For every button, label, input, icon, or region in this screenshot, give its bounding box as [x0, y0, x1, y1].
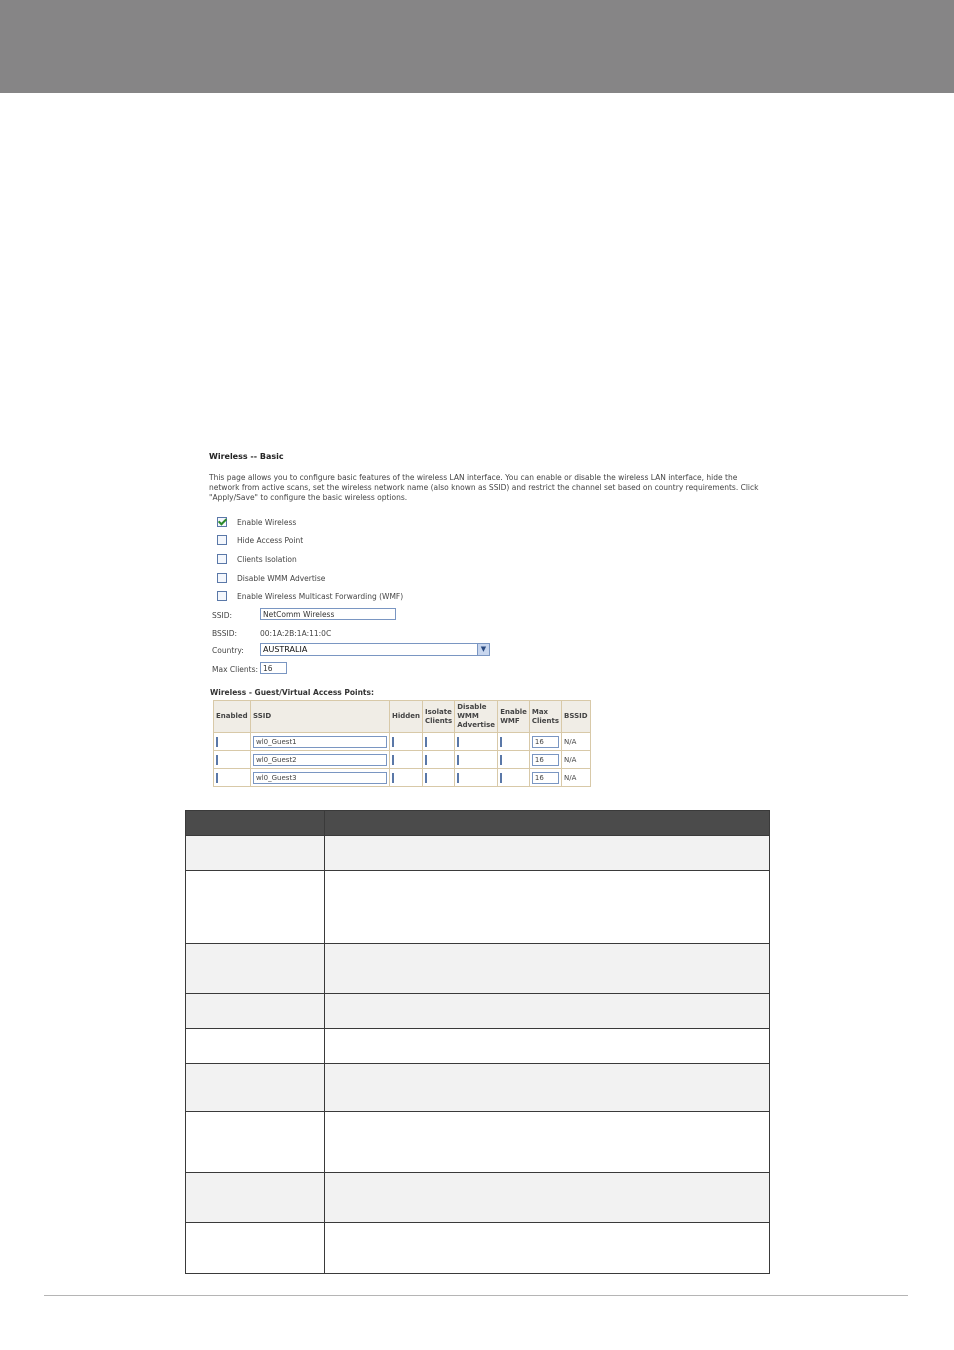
- guest-isolate-checkbox[interactable]: [425, 773, 427, 783]
- col-hidden: Hidden: [390, 701, 423, 733]
- guest-hidden-checkbox[interactable]: [392, 755, 394, 765]
- guest-enabled-checkbox[interactable]: [216, 755, 218, 765]
- guest-wmf-checkbox[interactable]: [500, 773, 502, 783]
- col-isolate: Isolate Clients: [423, 701, 455, 733]
- ssid-input[interactable]: NetComm Wireless: [260, 608, 396, 620]
- guest-wmm-checkbox[interactable]: [457, 737, 459, 747]
- guest-wmm-checkbox[interactable]: [457, 755, 459, 765]
- clients-isolation-checkbox[interactable]: [217, 554, 227, 564]
- guest-enabled-checkbox[interactable]: [216, 773, 218, 783]
- guest-wmf-checkbox[interactable]: [500, 737, 502, 747]
- guest-max-input[interactable]: 16: [532, 736, 559, 748]
- table-row: [186, 871, 770, 944]
- option-enable-wmf[interactable]: Enable Wireless Multicast Forwarding (WMF): [217, 590, 403, 602]
- guest-bssid: N/A: [562, 751, 591, 769]
- country-select[interactable]: AUSTRALIA ▼: [260, 643, 490, 656]
- col-bssid: BSSID: [562, 701, 591, 733]
- guest-ssid-input[interactable]: wl0_Guest3: [253, 772, 387, 784]
- bssid-value: 00:1A:2B:1A:11:0C: [260, 629, 332, 638]
- option-disable-wmm[interactable]: Disable WMM Advertise: [217, 572, 325, 584]
- guest-bssid: N/A: [562, 769, 591, 787]
- col-enable-wmf: Enable WMF: [498, 701, 530, 733]
- table-row: [186, 994, 770, 1029]
- top-banner: [0, 0, 954, 93]
- guest-bssid: N/A: [562, 733, 591, 751]
- chevron-down-icon[interactable]: ▼: [477, 644, 489, 655]
- footer-divider: [44, 1295, 908, 1296]
- description-table: [185, 810, 770, 1274]
- ssid-label: SSID:: [212, 611, 233, 620]
- disable-wmm-checkbox[interactable]: [217, 573, 227, 583]
- guest-section-title: Wireless - Guest/Virtual Access Points:: [210, 688, 374, 697]
- option-clients-isolation[interactable]: Clients Isolation: [217, 553, 297, 565]
- guest-max-input[interactable]: 16: [532, 754, 559, 766]
- table-row: [214, 769, 591, 787]
- bssid-label: BSSID:: [212, 629, 238, 638]
- table-row: [186, 1112, 770, 1173]
- col-max-clients: Max Clients: [529, 701, 561, 733]
- table-row: [186, 1064, 770, 1112]
- guest-isolate-checkbox[interactable]: [425, 737, 427, 747]
- guest-enabled-checkbox[interactable]: [216, 737, 218, 747]
- intro-text: This page allows you to configure basic features of the wireless LAN interface. You can enable or disable the wireless LAN interface, hide the network from active scans, set the wireless network name (also known as SSID) and restrict the channel set based on country requirements. Click "Apply/Save" to configure the basic wireless options.: [209, 473, 759, 502]
- guest-hidden-checkbox[interactable]: [392, 773, 394, 783]
- hide-access-point-checkbox[interactable]: [217, 535, 227, 545]
- page-title: Wireless -- Basic: [209, 452, 284, 461]
- option-hide-access-point[interactable]: Hide Access Point: [217, 534, 303, 546]
- table-row: [186, 1029, 770, 1064]
- col-enabled: Enabled: [214, 701, 251, 733]
- country-label: Country:: [212, 646, 244, 655]
- guest-isolate-checkbox[interactable]: [425, 755, 427, 765]
- max-clients-label: Max Clients:: [212, 665, 259, 674]
- guest-wmm-checkbox[interactable]: [457, 773, 459, 783]
- guest-ssid-input[interactable]: wl0_Guest1: [253, 736, 387, 748]
- option-enable-wireless[interactable]: Enable Wireless: [217, 516, 296, 528]
- max-clients-input[interactable]: 16: [260, 662, 287, 674]
- description-header-row: [186, 811, 770, 836]
- guest-max-input[interactable]: 16: [532, 772, 559, 784]
- table-row: [186, 1223, 770, 1274]
- table-row: [214, 733, 591, 751]
- enable-wmf-checkbox[interactable]: [217, 591, 227, 601]
- col-ssid: SSID: [251, 701, 390, 733]
- guest-ssid-input[interactable]: wl0_Guest2: [253, 754, 387, 766]
- guest-wmf-checkbox[interactable]: [500, 755, 502, 765]
- guest-hidden-checkbox[interactable]: [392, 737, 394, 747]
- col-disable-wmm: Disable WMM Advertise: [455, 701, 498, 733]
- table-row: [214, 751, 591, 769]
- enable-wireless-checkbox[interactable]: [217, 517, 227, 527]
- table-row: [186, 944, 770, 994]
- guest-access-points-table: [213, 700, 591, 787]
- table-row: [186, 1173, 770, 1223]
- table-row: [186, 836, 770, 871]
